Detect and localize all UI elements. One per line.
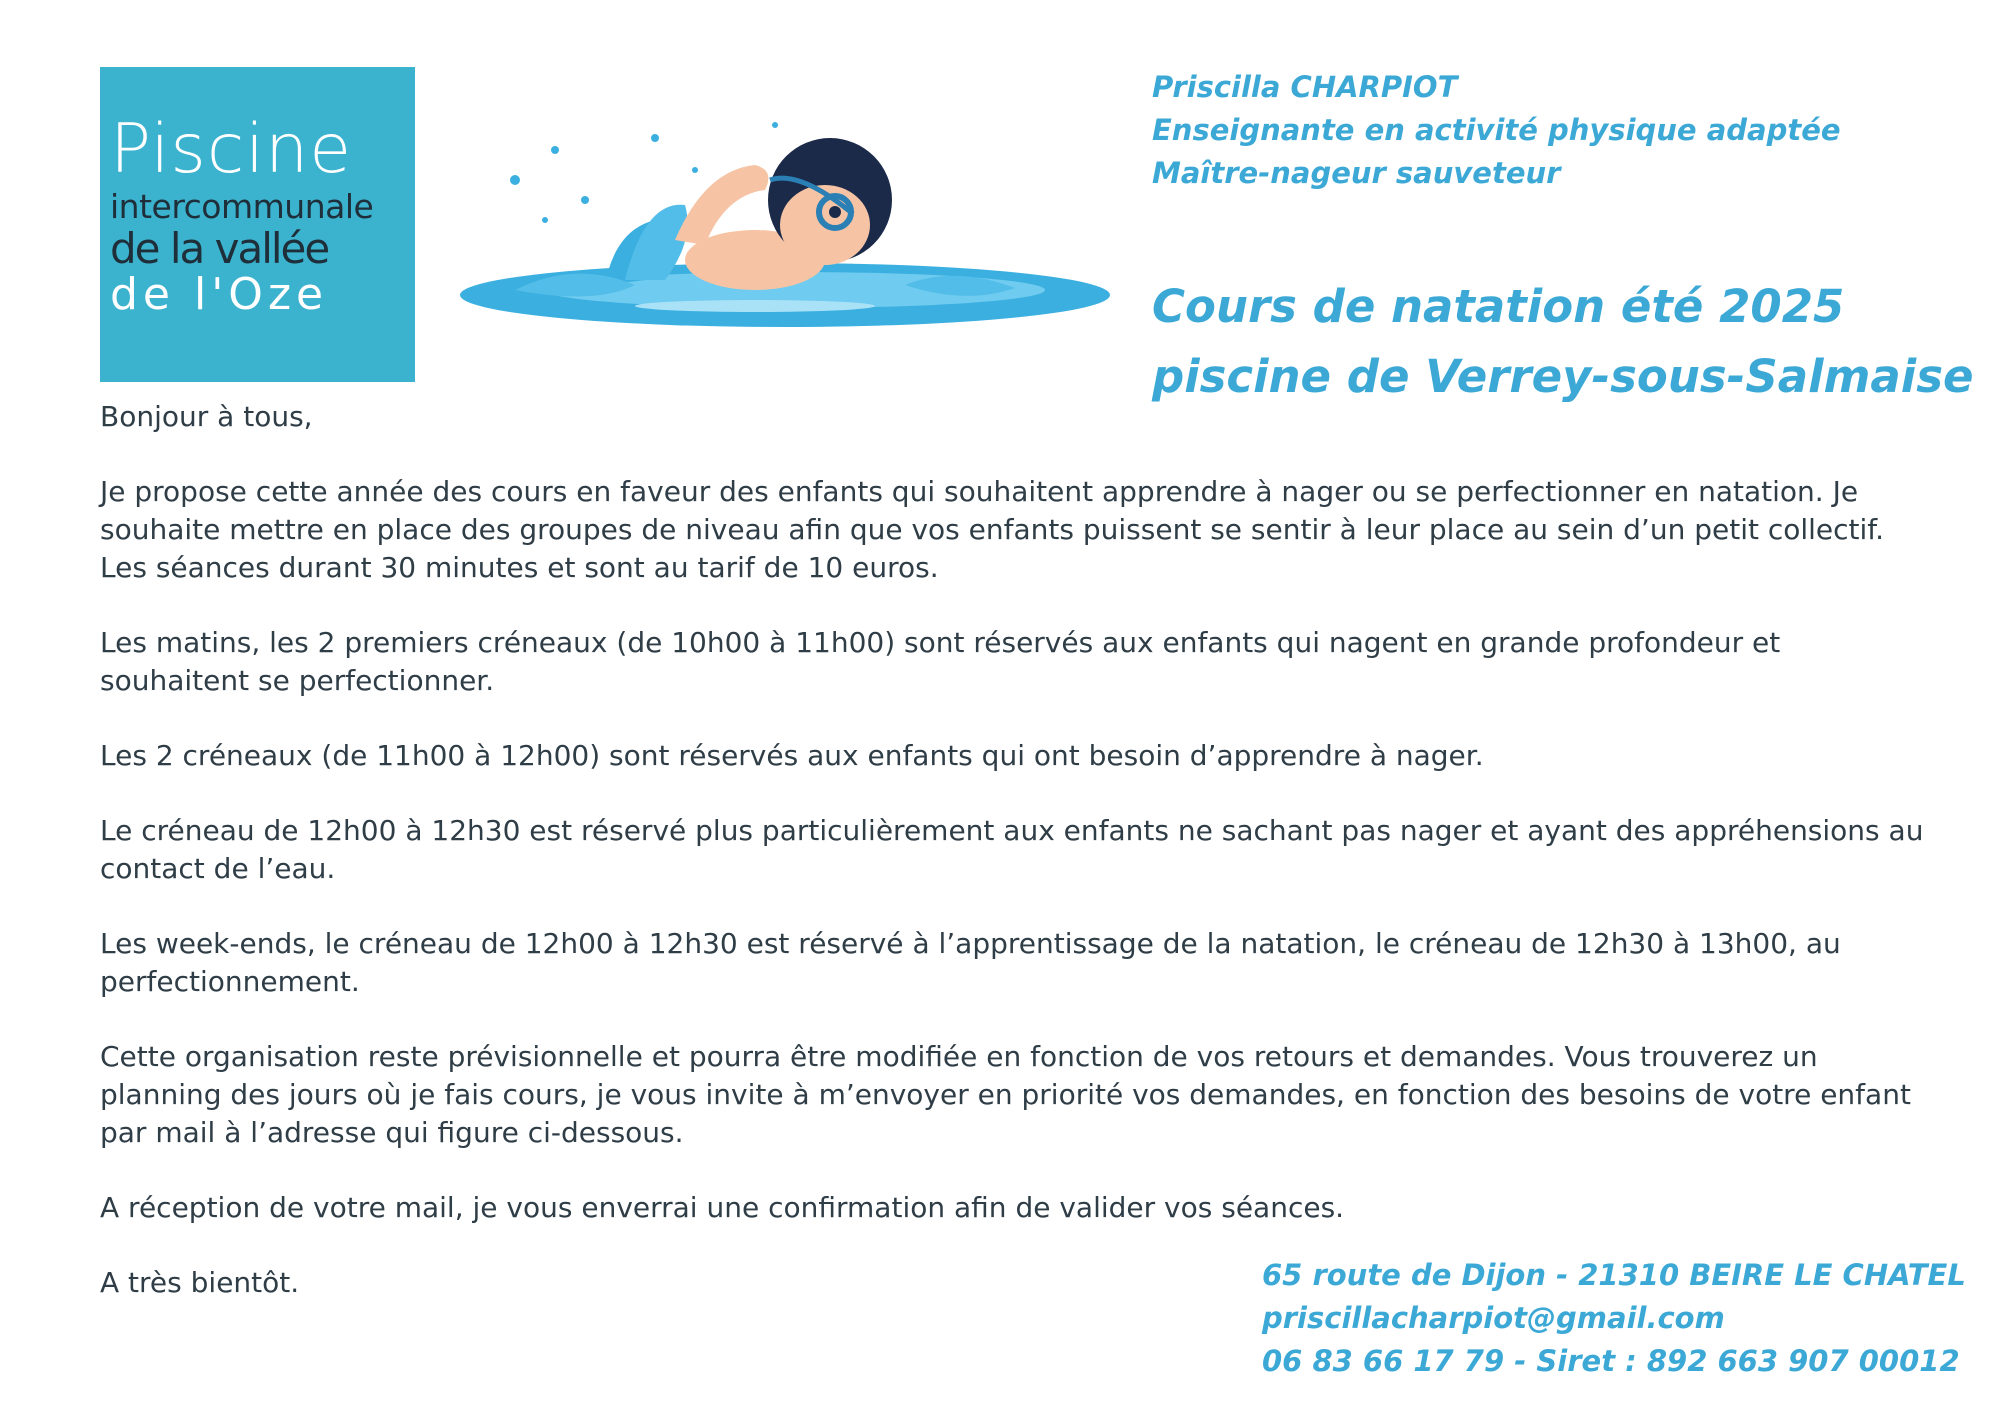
teacher-role-mns: Maître-nageur sauveteur xyxy=(1152,156,1561,190)
closing: A très bientôt. xyxy=(100,1266,300,1299)
teacher-role-apa: Enseignante en activité physique adaptée xyxy=(1152,113,1841,147)
phone-siret: 06 83 66 17 79 - Siret : 892 663 907 00012 xyxy=(1262,1344,1960,1378)
swimming-child-icon xyxy=(455,110,1115,345)
paragraph-intro: Je propose cette année des cours en faveur des enfants qui souhaitent apprendre à nager ou se perfectionner en natation. Je souhaite mettre en place des groupes de niveau afin que vos enfants puissent se sentir à leur place au sein d’un petit collectif. Les séances durant 30 minutes et sont au tarif de 10 euros. xyxy=(100,475,1885,584)
contact-footer xyxy=(1262,1254,1966,1383)
logo-line-piscine: Piscine xyxy=(110,110,353,189)
paragraph-weekends: Les week-ends, le créneau de 12h00 à 12h30 est réservé à l’apprentissage de la natation, le créneau de 12h30 à 13h00, au perfectionnement. xyxy=(100,927,1841,998)
paragraph-noon-slot: Le créneau de 12h00 à 12h30 est réservé plus particulièrement aux enfants ne sachant pas nager et ayant des appréhensions au contact de l’eau. xyxy=(100,814,1924,885)
paragraph-confirmation: A réception de votre mail, je vous enverrai une confirmation afin de valider vos séances. xyxy=(100,1191,1345,1224)
teacher-info xyxy=(1152,66,1841,195)
logo-line-intercommunale: intercommunale xyxy=(110,187,374,226)
pool-logo xyxy=(100,67,415,382)
paragraph-organisation: Cette organisation reste prévisionnelle et pourra être modifiée en fonction de vos retours et demandes. Vous trouverez un planning des jours où je fais cours, je vous invite à m’envoyer en priorité vos demandes, en fonction des besoins de votre enfant par mail à l’adresse qui figure ci-dessous. xyxy=(100,1040,1911,1149)
logo-line-oze: de l'Oze xyxy=(110,269,329,320)
logo-line-vallee: de la vallée xyxy=(110,224,329,273)
letter-body xyxy=(100,398,1930,1339)
email-link[interactable]: priscillacharpiot@gmail.com xyxy=(1262,1301,1725,1335)
page-title xyxy=(1152,272,1974,412)
paragraph-morning-slots: Les matins, les 2 premiers créneaux (de 10h00 à 11h00) sont réservés aux enfants qui nagent en grande profondeur et souhaitent se perfectionner. xyxy=(100,626,1781,697)
title-line-1: Cours de natation été 2025 xyxy=(1152,280,1845,333)
greeting: Bonjour à tous, xyxy=(100,400,313,433)
title-line-2: piscine de Verrey-sous-Salmaise xyxy=(1152,350,1974,403)
teacher-name: Priscilla CHARPIOT xyxy=(1152,70,1458,104)
address: 65 route de Dijon - 21310 BEIRE LE CHATEL xyxy=(1262,1258,1966,1292)
paragraph-learn-slots: Les 2 créneaux (de 11h00 à 12h00) sont réservés aux enfants qui ont besoin d’apprendre à nager. xyxy=(100,739,1484,772)
